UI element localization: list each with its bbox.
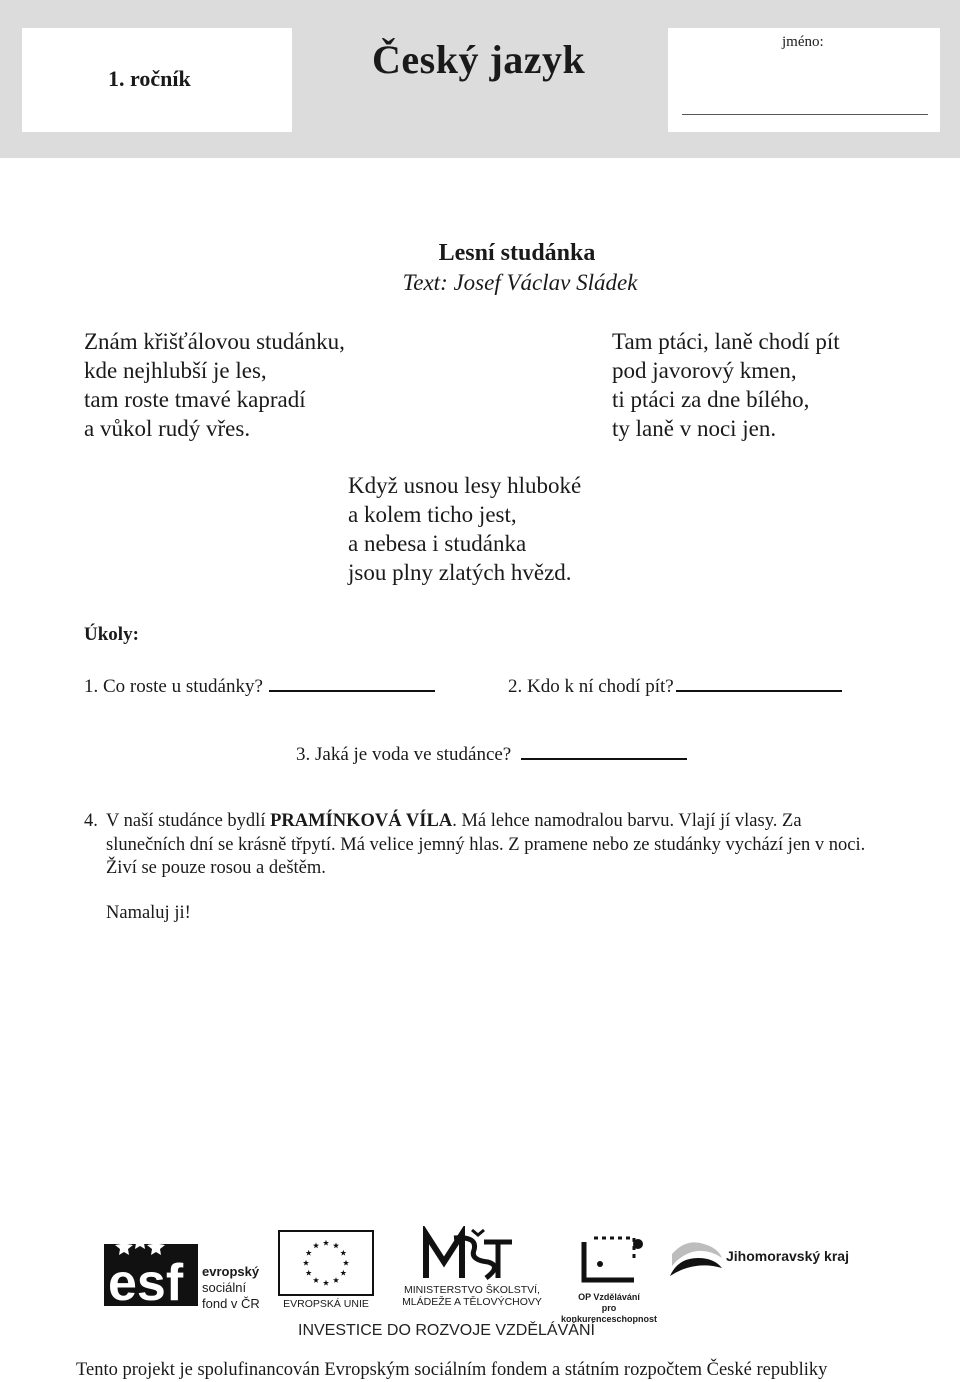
question-3 [296,740,687,766]
poem-line: jsou plny zlatých hvězd. [348,560,572,585]
task-4 [84,810,884,881]
op-text-2: pro konkurenceschopnost [560,1303,658,1324]
svg-text:esf: esf [108,1254,184,1310]
poem-title: Lesní studánka [438,240,596,266]
subject-title: Český jazyk [372,37,586,82]
task-4-text [106,810,884,881]
poem-line: a vůkol rudý vřes. [84,416,251,441]
answer-line-1[interactable] [269,672,435,692]
poem-line: kde nejhlubší je les, [84,358,267,383]
eu-flag-icon [278,1230,374,1296]
esf-text-2: sociální [202,1280,247,1295]
poem-line: a nebesa i studánka [348,531,527,556]
header-band [0,0,960,158]
msmt-graphic-icon [392,1226,552,1282]
msmt-logo [392,1226,552,1316]
stanza-3 [348,471,581,587]
eu-logo [278,1230,374,1310]
paint-instruction: Namaluj ji! [106,903,191,923]
poem-line: ti ptáci za dne bílého, [612,387,810,412]
task-4-rest: . Má lehce namodralou barvu. Vlají jí vlasy. Za slunečních dní se krásně třpytí. Má velice jemný hlas. Z pramene nebo ze studánky vychází jen v noci. Živí se pouze rosou a deštěm. [106,811,866,878]
investice-slogan: INVESTICE DO ROZVOJE VZDĚLÁVÁNÍ [298,1322,595,1339]
logo-strip [0,1222,960,1322]
esf-text-1: evropský [202,1264,260,1279]
poem-line: Tam ptáci, laně chodí pít [612,329,840,354]
question-1 [84,672,435,698]
jmk-graphic-icon [668,1236,724,1280]
grade-box [22,28,292,132]
poem-line: Znám křišťálovou studánku, [84,329,345,354]
question-2 [508,672,842,698]
poem-line: tam roste tmavé kapradí [84,387,306,412]
jmk-text: Jihomoravský kraj [726,1248,849,1264]
esf-text-3: fond v ČR [202,1296,260,1311]
name-box [668,28,940,132]
poem-author: Text: Josef Václav Sládek [402,270,638,295]
answer-line-3[interactable] [521,740,687,760]
stanza-1 [84,327,345,443]
question-2-text: 2. Kdo k ní chodí pít? [508,676,674,697]
stanza-2 [612,327,840,443]
task-4-intro: V naší studánce bydlí [106,811,266,831]
answer-line-2[interactable] [676,672,842,692]
poem-line: a kolem ticho jest, [348,502,517,527]
op-text-1: OP Vzdělávání [578,1292,640,1302]
footer-text: Tento projekt je spolufinancován Evropským sociálním fondem a státním rozpočtem České republiky [76,1360,828,1380]
poem-line: pod javorový kmen, [612,358,797,383]
question-1-text: 1. Co roste u studánky? [84,676,263,697]
esf-logo [104,1230,274,1310]
task-4-bold: PRAMÍNKOVÁ VÍLA [270,811,453,831]
jmk-logo [668,1236,868,1286]
name-line[interactable] [682,114,928,115]
eu-text: EVROPSKÁ UNIE [283,1298,369,1310]
poem-line: Když usnou lesy hluboké [348,473,582,498]
msmt-text-1: MINISTERSTVO ŠKOLSTVÍ, [404,1284,540,1296]
grade-label: 1. ročník [108,66,191,91]
poem-line: ty laně v noci jen. [612,416,777,441]
op-graphic-icon [554,1228,664,1288]
question-3-text: 3. Jaká je voda ve studánce? [296,744,512,765]
name-label: jméno: [782,34,824,50]
msmt-text-2: MLÁDEŽE A TĚLOVÝCHOVY [402,1296,542,1308]
tasks-heading: Úkoly: [84,624,139,645]
task-4-number: 4. [84,811,98,831]
op-logo [554,1228,664,1324]
